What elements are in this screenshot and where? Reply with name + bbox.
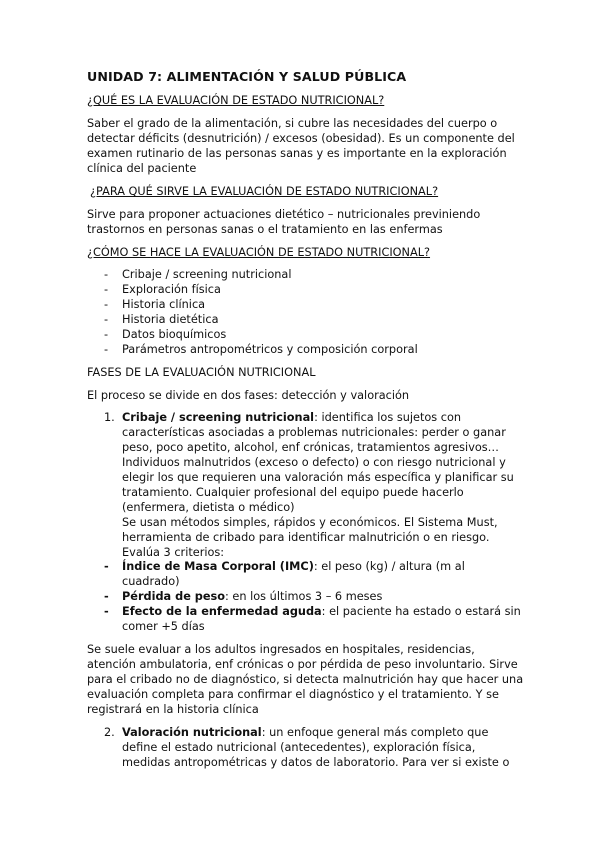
paragraph-line: registrará en la historia clínica — [87, 703, 259, 716]
bold-term: Índice de Masa Corporal (IMC) — [122, 560, 314, 573]
criterion-line: Índice de Masa Corporal (IMC): el peso (kg) / altura (m al — [122, 560, 465, 573]
list-number: 1. — [104, 411, 115, 424]
heading-para-que: ¿PARA QUÉ SIRVE LA EVALUACIÓN DE ESTADO NUTRICIONAL? — [90, 185, 439, 198]
paragraph-line: El proceso se divide en dos fases: detección y valoración — [87, 389, 410, 402]
list-item-line: características asociadas a problemas nutricionales: perder o ganar — [122, 426, 506, 439]
list-item-line: peso, poco apetito, alcohol, enf crónicas, tratamientos agresivos… — [122, 441, 499, 454]
list-item-line: elegir los que requieren una valoración más específica y planificar su — [122, 471, 514, 484]
bullet-dash: - — [104, 268, 109, 281]
list-item-line: (enfermera, dietista o médico) — [122, 501, 295, 514]
paragraph-line: para el cribado no de diagnóstico, si detecta malnutrición hay que hacer una — [87, 673, 524, 686]
heading-como-se-hace: ¿CÓMO SE HACE LA EVALUACIÓN DE ESTADO NUTRICIONAL? — [87, 246, 431, 259]
list-item: Historia clínica — [122, 298, 206, 311]
paragraph-line: Saber el grado de la alimentación, si cubre las necesidades del cuerpo o — [87, 117, 498, 130]
list-item: Exploración física — [122, 283, 221, 296]
paragraph-line: atención ambulatoria, enf crónicas o por pérdida de peso involuntario. Sirve — [87, 658, 518, 671]
criterion-line: cuadrado) — [122, 575, 180, 588]
list-item-line: tratamiento. Cualquier profesional del equipo puede hacerlo — [122, 486, 464, 499]
criterion-line: Efecto de la enfermedad aguda: el paciente ha estado o estará sin — [122, 605, 521, 618]
list-item-line: medidas antropométricas y datos de laboratorio. Para ver si existe o — [122, 756, 510, 769]
heading-fases: FASES DE LA EVALUACIÓN NUTRICIONAL — [87, 366, 316, 379]
list-item-line: Se usan métodos simples, rápidos y económicos. El Sistema Must, — [122, 516, 498, 529]
paragraph-line: examen rutinario de las personas sanas y es importante en la exploración — [87, 147, 507, 160]
bold-term: Efecto de la enfermedad aguda — [122, 605, 322, 618]
criterion-line: Pérdida de peso: en los últimos 3 – 6 meses — [122, 590, 383, 603]
paragraph-line: trastornos en personas sanas o el tratamiento en las enfermas — [87, 223, 443, 236]
paragraph-line: detectar déficits (desnutrición) / excesos (obesidad). Es un componente del — [87, 132, 515, 145]
criterion-line: comer +5 días — [122, 620, 205, 633]
paragraph-line: Se suele evaluar a los adultos ingresados en hospitales, residencias, — [87, 643, 475, 656]
list-item-line: define el estado nutricional (antecedentes), exploración física, — [122, 741, 476, 754]
list-item: Cribaje / screening nutricional — [122, 268, 292, 281]
bold-term: Cribaje / screening nutricional — [122, 411, 315, 424]
list-item-line: Individuos malnutridos (exceso o defecto) o con riesgo nutricional y — [122, 456, 506, 469]
bullet-dash: - — [104, 313, 109, 326]
list-item: Datos bioquímicos — [122, 328, 227, 341]
bold-term: Valoración nutricional — [122, 726, 262, 739]
bold-term: Pérdida de peso — [122, 590, 226, 603]
paragraph-line: Sirve para proponer actuaciones dietético – nutricionales previniendo — [87, 208, 481, 221]
paragraph-line: clínica del paciente — [87, 162, 197, 175]
list-item-line: Valoración nutricional: un enfoque general más completo que — [122, 726, 489, 739]
list-number: 2. — [104, 726, 115, 739]
document-title: UNIDAD 7: ALIMENTACIÓN Y SALUD PÚBLICA — [87, 69, 407, 84]
list-item: Parámetros antropométricos y composición corporal — [122, 343, 418, 356]
bullet-dash: - — [104, 605, 109, 618]
heading-que-es: ¿QUÉ ES LA EVALUACIÓN DE ESTADO NUTRICIONAL? — [87, 94, 385, 107]
list-item-line: Evalúa 3 criterios: — [122, 546, 225, 559]
paragraph-line: evaluación completa para confirmar el diagnóstico y el tratamiento. Y se — [87, 688, 499, 701]
list-item-line: Cribaje / screening nutricional: identifica los sujetos con — [122, 411, 462, 424]
bullet-dash: - — [104, 283, 109, 296]
list-item: Historia dietética — [122, 313, 219, 326]
bullet-dash: - — [104, 298, 109, 311]
list-item-line: herramienta de cribado para identificar malnutrición o en riesgo. — [122, 531, 490, 544]
bullet-dash: - — [104, 590, 109, 603]
bullet-dash: - — [104, 343, 109, 356]
bullet-dash: - — [104, 328, 109, 341]
bullet-dash: - — [104, 560, 109, 573]
